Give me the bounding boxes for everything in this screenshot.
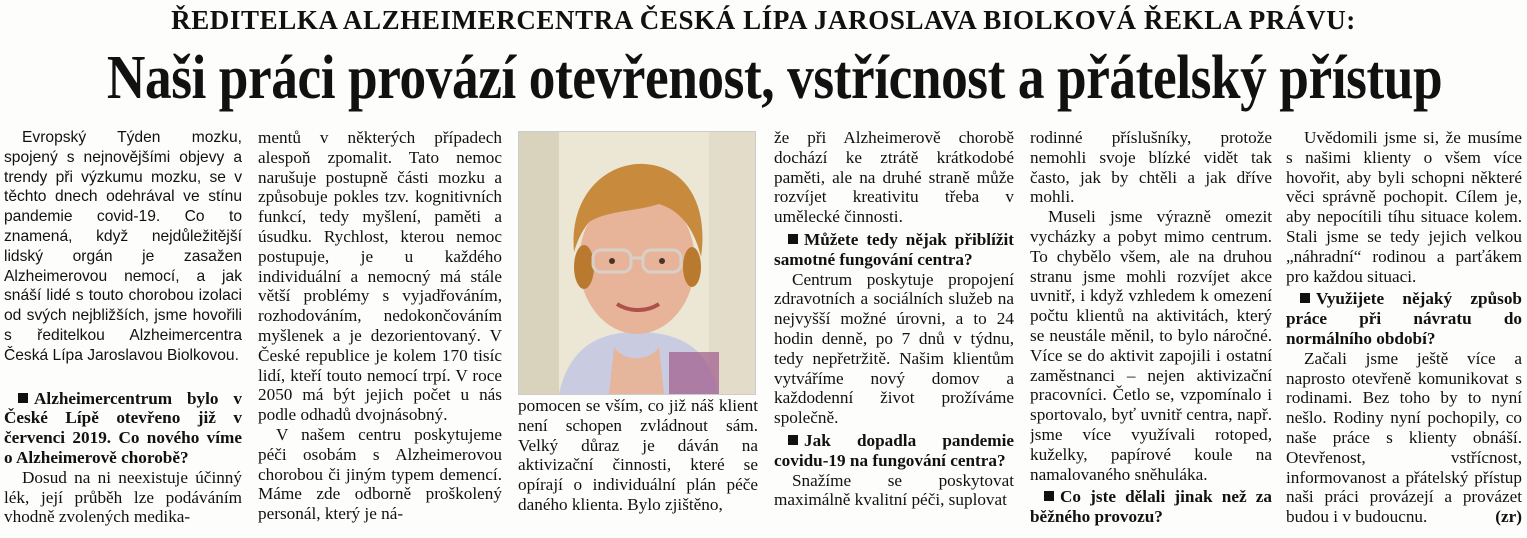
answer-1-part-1: Dosud na ni neexistuje účinný lék, její průběh lze podáváním vhodně zvolených medika- [4,467,242,527]
answer-1-part-2: mentů v některých případech alespoň zpomalit. Tato nemoc narušuje postupně části mozku a způsobuje pokles tzv. kognitivních funkcí, tedy myšlení, paměti a úsudku. Rychlost, kterou nemoc postupuje, je u každého individuální a nemocný má stále větší problémy s vyjadřováním, rozhodováním, nedokončováním myšlenek a je dezorientovaný. V České republice je kolem 170 tisíc lidí, kteří touto nemocí trpí. V roce 2050 má být jejich počet u nás podle odhadů dvojnásobný. [258,128,502,425]
article-headline: Naši práci provází otevřenost, vstřícnost a přátelský přístup [106,44,1443,112]
bullet-square-icon [788,234,798,244]
question-1: Alzheimercentrum bylo v České Lípě otevřeno již v červenci 2019. Co nového víme o Alzheimerově chorobě? [4,388,242,467]
bullet-square-icon [1044,491,1054,501]
question-5: Využijete nějaký způsob práce při návratu do normálního období? [1286,289,1522,348]
answer-1-part-3: V našem centru poskytujeme péči osobám s Alzheimerovou chorobou či jiným typem demencí. Máme zde odborně proškolený personál, který je ná- [258,424,502,524]
column-3 [518,128,758,536]
answer-5: Začali jsme ještě více a naprosto otevřeně komunikovat s rodinami. Bez toho by to nyní nešlo. Rodiny nyní pochopily, co naše práce s klienty obnáší. Otevřenost, vstřícnost, informovanost a přátelský přístup naši práci provázejí a provázet budou i v budoucnu. (zr) [1286,348,1522,527]
column-4 [774,128,1014,536]
question-2: Můžete tedy nějak přiblížit samotné fungování centra? [774,229,1014,269]
bullet-square-icon [18,393,28,403]
answer-3-part-1: Snažíme se poskytovat maximálně kvalitní péči, suplovat [774,470,1014,510]
column-6 [1286,128,1522,536]
article-kicker: ŘEDITELKA ALZHEIMERCENTRA ČESKÁ LÍPA JAROSLAVA BIOLKOVÁ ŘEKLA PRÁVU: [171,5,1356,35]
answer-3-part-2: rodinné příslušníky, protože nemohli svoje blízké vidět tak často, jak by chtěli a jak dříve mohli. [1030,128,1272,207]
answer-2: Centrum poskytuje propojení zdravotních a sociálních služeb na nejvyšší možné úrovni, a to 24 hodin denně, po 7 dnů v týdnu, tedy nepřetržitě. Našim klientům vytváříme nový domov a každodenní život prožíváme společně. [774,269,1014,428]
answer-3-part-3: Museli jsme výrazně omezit vycházky a pobyt mimo centrum. To chybělo všem, ale na druhou stranu jsme mohli rozvíjet akce uvnitř, i když vzhledem k omezení počtu klientů na aktivitách, který se neustále měnil, to bylo náročné. Více se do aktivit zapojili i ostatní zaměstnanci – nejen aktivizační pracovníci. Četlo se, vzpomínalo i sportovalo, byť uvnitř centra, např. jsme více využívali rotoped, kuželky, papírové koule na namalovaného sněhuláka. [1030,207,1272,484]
bullet-square-icon [1300,293,1310,303]
article-lead: Evropský Týden mozku, spojený s nejnovějšími objevy a trendy při výzkumu mozku, se v těchto dnech odehrával ve stínu pandemie covid-19. Co to znamená, když nejdůležitější lidský orgán je zasažen Alzheimerovou nemocí, a jak snáší lidé s touto chorobou izolaci od svých nejbližších, jsme hovořili s ředitelkou Alzheimercentra Česká Lípa Jaroslavou Biolkovou. [4,129,242,364]
answer-4: Uvědomili jsme si, že musíme s našimi klienty o všem více hovořit, aby byli schopni některé věci správně pochopit. Cílem je, aby nepocítili tíhu situace kolem. Stali jsme se tedy jejich velkou „náhradní“ rodinou a parťákem pro každou situaci. [1286,128,1522,286]
question-3: Jak dopadla pandemie covidu-19 na fungování centra? [774,430,1014,470]
column-1 [4,128,242,536]
question-4: Co jste dělali jinak než za běžného provozu? [1030,487,1272,527]
bullet-square-icon [788,435,798,445]
answer-1-part-5: že při Alzheimerově chorobě dochází ke ztrátě krátkodobé paměti, ale na druhé straně může rozvíjet kreativitu třeba v umělecké činnosti. [774,128,1014,227]
column-2 [258,128,502,536]
answer-1-part-4: pomocen se vším, co již náš klient není schopen zvládnout sám. Velký důraz je dáván na aktivizační činnosti, které se opírají o individuální plán péče daného klienta. Bylo zjištěno, [518,396,758,514]
column-5 [1030,128,1272,536]
author-signature: (zr) [1495,507,1522,527]
